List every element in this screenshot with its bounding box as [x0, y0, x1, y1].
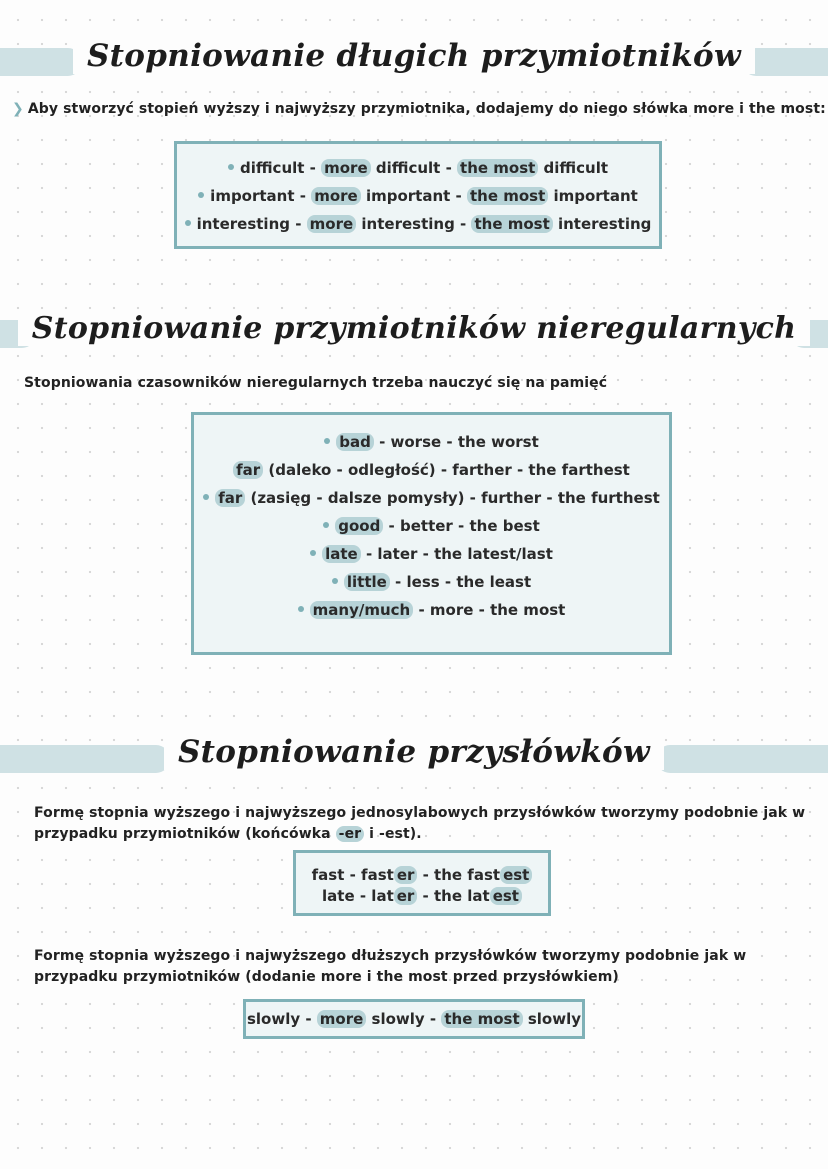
highlight-suffix: er: [394, 866, 418, 884]
highlight-base: far: [233, 461, 263, 479]
chevron-right-icon: ❯: [12, 101, 24, 117]
superlative-form: important: [548, 187, 638, 205]
section3-para2: [34, 946, 814, 988]
separator: -: [290, 215, 307, 233]
separator: -: [294, 187, 312, 205]
section1-example-box: [174, 141, 662, 249]
separator: -: [440, 159, 458, 177]
list-item: [194, 489, 669, 507]
list-item: [194, 433, 669, 451]
forms-text: - less - the least: [389, 573, 532, 591]
highlight-base: good: [335, 517, 383, 535]
list-item: [296, 887, 548, 905]
highlight-the-most: the most: [467, 187, 548, 205]
highlight-more: more: [311, 187, 361, 205]
forms-text: - the lat: [417, 887, 490, 905]
bullet-icon: [332, 578, 338, 584]
section1-title: [0, 38, 828, 74]
base-form: important: [210, 187, 295, 205]
forms-text: - more - the most: [413, 601, 566, 619]
list-item: [296, 866, 548, 884]
highlight-the-most: the most: [471, 215, 552, 233]
section2-intro-text: Stopniowania czasowników nieregularnych trzeba nauczyć się na pamięć: [24, 375, 608, 391]
section1-title-text: Stopniowanie długich przymiotników: [73, 38, 755, 74]
highlight-more: more: [307, 215, 357, 233]
para1-text-end: i -est).: [364, 826, 422, 842]
list-item: [194, 461, 669, 479]
section2-title: [0, 311, 828, 346]
para2-line2: przypadku przymiotników (dodanie more i the most przed przysłówkiem): [34, 969, 619, 985]
section2-example-box: [191, 412, 672, 655]
highlight-suffix: est: [490, 887, 522, 905]
bullet-icon: [324, 438, 330, 444]
forms-text: - later - the latest/last: [360, 545, 553, 563]
base-form: interesting: [196, 215, 290, 233]
base-form: difficult: [239, 159, 305, 177]
section3-para1: [34, 803, 814, 845]
section3-example-box-2: [243, 999, 585, 1039]
list-item: [194, 545, 669, 563]
comparative-form: important: [360, 187, 451, 205]
para1-line2: [34, 824, 814, 845]
para1-line1: Formę stopnia wyższego i najwyższego jednosylabowych przysłówków tworzymy podobnie jak w: [34, 805, 806, 821]
forms-text: - better - the best: [383, 517, 540, 535]
forms-text: late - lat: [322, 887, 394, 905]
list-item: [177, 215, 659, 233]
forms-text: slowly -: [246, 1010, 317, 1028]
forms-text: fast - fast: [311, 866, 394, 884]
comparative-form: difficult: [370, 159, 441, 177]
bullet-icon: [203, 494, 209, 500]
separator: -: [450, 187, 467, 205]
section2-title-text: Stopniowanie przymiotników nieregularnych: [18, 311, 811, 346]
list-item: [177, 187, 659, 205]
highlight-more: more: [321, 159, 371, 177]
section1-intro: [12, 99, 826, 120]
separator: -: [454, 215, 472, 233]
highlight-base: bad: [336, 433, 374, 451]
superlative-form: interesting: [552, 215, 652, 233]
forms-text: (zasięg - dalsze pomysły) - further - the furthest: [245, 489, 660, 507]
bullet-icon: [185, 220, 191, 226]
superlative-form: difficult: [538, 159, 609, 177]
highlight-suffix: er: [394, 887, 418, 905]
bullet-icon: [298, 606, 304, 612]
highlight-er: -er: [336, 826, 365, 842]
list-item: [177, 159, 659, 177]
bullet-icon: [228, 164, 234, 170]
bullet-icon: [198, 192, 204, 198]
highlight-base: little: [344, 573, 390, 591]
highlight-more: more: [317, 1010, 367, 1028]
section3-title-text: Stopniowanie przysłówków: [164, 734, 664, 770]
list-item: [194, 573, 669, 591]
highlight-the-most: the most: [441, 1010, 522, 1028]
forms-text: - worse - the worst: [373, 433, 539, 451]
bullet-icon: [323, 522, 329, 528]
forms-text: (daleko - odległość) - farther - the farthest: [263, 461, 630, 479]
section3-example-box-1: [293, 850, 551, 916]
highlight-the-most: the most: [457, 159, 538, 177]
para2-line1: Formę stopnia wyższego i najwyższego dłuższych przysłówków tworzymy podobnie jak w: [34, 948, 747, 964]
section2-intro: [24, 373, 607, 394]
forms-text: slowly -: [366, 1010, 442, 1028]
section3-title: [0, 734, 828, 770]
section1-intro-text: Aby stworzyć stopień wyższy i najwyższy przymiotnika, dodajemy do niego słówka more i the most:: [27, 101, 826, 117]
list-item: [246, 1010, 582, 1028]
list-item: [194, 601, 669, 619]
separator: -: [304, 159, 322, 177]
forms-text: - the fast: [417, 866, 501, 884]
forms-text: slowly: [522, 1010, 582, 1028]
highlight-base: many/much: [310, 601, 414, 619]
list-item: [194, 517, 669, 535]
highlight-base: far: [215, 489, 245, 507]
highlight-base: late: [322, 545, 361, 563]
comparative-form: interesting: [356, 215, 455, 233]
para1-text: przypadku przymiotników (końcówka: [34, 826, 336, 842]
highlight-suffix: est: [500, 866, 532, 884]
bullet-icon: [310, 550, 316, 556]
